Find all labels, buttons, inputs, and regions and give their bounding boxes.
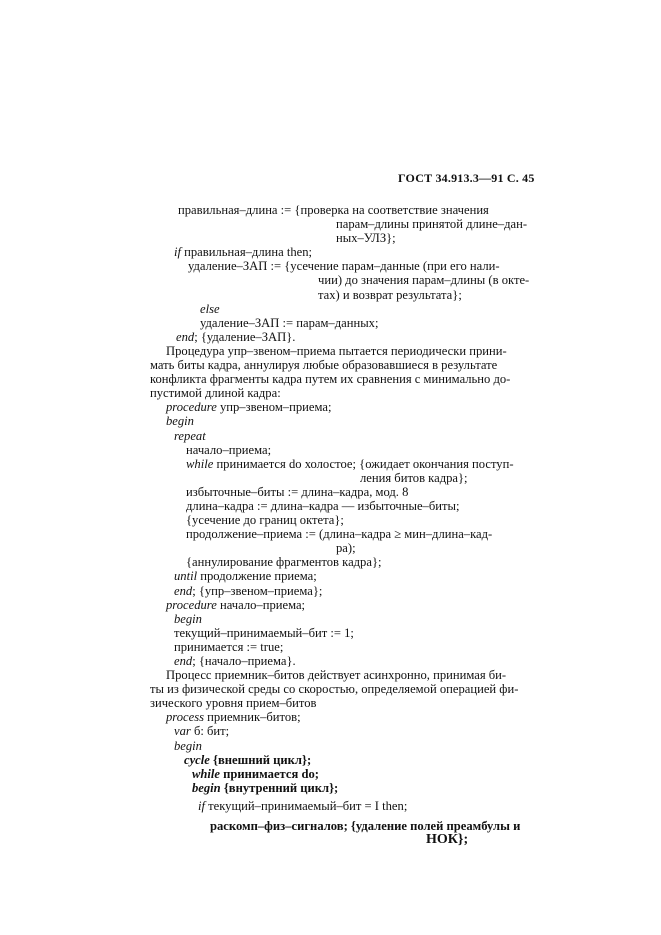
text-line bbox=[150, 569, 566, 583]
line-text: упр–звеном–приема; bbox=[216, 400, 332, 415]
text-line bbox=[150, 781, 566, 795]
text-line bbox=[150, 598, 566, 612]
text-line bbox=[150, 739, 566, 753]
line-text: избыточные–биты := длина–кадра, мод. 8 bbox=[186, 484, 409, 499]
line-text: правильная–длина then; bbox=[181, 245, 312, 260]
line-text: ; {упр–звеном–приема}; bbox=[192, 583, 323, 598]
line-text: ра); bbox=[336, 541, 356, 556]
keyword: begin bbox=[174, 738, 202, 753]
keyword: procedure bbox=[166, 400, 217, 415]
text-line bbox=[150, 513, 566, 527]
text-line bbox=[150, 372, 566, 386]
line-text: {аннулирование фрагментов кадра}; bbox=[186, 555, 382, 570]
keyword: end bbox=[174, 583, 193, 598]
text-line bbox=[150, 710, 566, 724]
text-line bbox=[150, 400, 566, 414]
line-text: ; {удаление–ЗАП}. bbox=[194, 329, 296, 344]
text-line bbox=[150, 358, 566, 372]
line-text: удаление–ЗАП := парам–данных; bbox=[200, 315, 379, 330]
text-line bbox=[150, 330, 566, 344]
text-line bbox=[150, 443, 566, 457]
text-line bbox=[150, 245, 566, 259]
line-text: б: бит; bbox=[190, 724, 230, 739]
line-text: приемник–битов; bbox=[204, 710, 301, 725]
line-text: начало–приема; bbox=[186, 442, 272, 457]
keyword: if bbox=[198, 798, 205, 813]
doc-number: ГОСТ 34.913.3—91 С. 45 bbox=[398, 171, 535, 185]
keyword: until bbox=[174, 569, 198, 584]
keyword: begin bbox=[166, 414, 194, 429]
text-line bbox=[150, 273, 566, 287]
text-line bbox=[150, 302, 566, 316]
keyword: begin bbox=[174, 611, 202, 626]
text-line bbox=[150, 217, 566, 231]
text-line bbox=[150, 696, 566, 710]
line-text: {внутренний цикл}; bbox=[220, 780, 339, 795]
line-text: чии) до значения парам–длины (в окте- bbox=[318, 273, 530, 288]
text-line bbox=[150, 626, 566, 640]
text-line bbox=[150, 541, 566, 555]
line-text: начало–приема; bbox=[216, 597, 306, 612]
text-line bbox=[150, 640, 566, 654]
text-line bbox=[150, 471, 566, 485]
line-text: пустимой длиной кадра: bbox=[150, 386, 281, 401]
text-line bbox=[150, 231, 566, 245]
line-text: ления битов кадра}; bbox=[360, 470, 468, 485]
text-line bbox=[150, 682, 566, 696]
line-text: тах) и возврат результата}; bbox=[318, 287, 462, 302]
keyword: while bbox=[186, 456, 214, 471]
keyword: end bbox=[176, 329, 195, 344]
line-text: Процедура упр–звеном–приема пытается периодически прини- bbox=[166, 343, 507, 358]
line-text: принимается := true; bbox=[174, 639, 284, 654]
text-line bbox=[150, 527, 566, 541]
text-line bbox=[150, 485, 566, 499]
line-text: текущий–принимаемый–бит = I then; bbox=[205, 798, 408, 813]
text-line bbox=[150, 344, 566, 358]
text-line bbox=[150, 724, 566, 738]
line-text: НОК}; bbox=[426, 832, 469, 848]
text-line bbox=[150, 654, 566, 668]
keyword: var bbox=[174, 724, 191, 739]
text-line bbox=[150, 429, 566, 443]
keyword: else bbox=[200, 301, 220, 316]
line-text: ; {начало–приема}. bbox=[192, 654, 296, 668]
line-text: конфликта фрагменты кадра путем их сравнения с минимально до- bbox=[150, 372, 511, 387]
page-header bbox=[398, 171, 568, 186]
text-line bbox=[150, 457, 566, 471]
line-text: Процесс приемник–битов действует асинхронно, принимая би- bbox=[166, 668, 507, 683]
text-line bbox=[150, 316, 566, 330]
keyword: process bbox=[166, 710, 205, 725]
line-text: длина–кадра := длина–кадра — избыточные–биты; bbox=[186, 498, 460, 513]
text-line bbox=[150, 833, 566, 847]
text-line bbox=[150, 414, 566, 428]
keyword: while bbox=[192, 766, 220, 781]
line-text: ты из физической среды со скоростью, определяемой операцией фи- bbox=[150, 682, 519, 697]
line-text: удаление–ЗАП := {усечение парам–данные (при его нали- bbox=[188, 259, 500, 274]
line-text: текущий–принимаемый–бит := 1; bbox=[174, 625, 354, 640]
text-line bbox=[150, 499, 566, 513]
text-line bbox=[150, 819, 566, 833]
line-text: принимается do; bbox=[220, 766, 319, 781]
line-text: ных–УЛЗ}; bbox=[336, 231, 396, 246]
page-body bbox=[150, 203, 566, 847]
keyword: begin bbox=[192, 780, 221, 795]
text-line bbox=[150, 584, 566, 598]
keyword: if bbox=[174, 245, 181, 260]
line-text: зического уровня прием–битов bbox=[150, 696, 317, 711]
line-text: {усечение до границ октета}; bbox=[186, 513, 344, 528]
line-text: мать биты кадра, аннулируя любые образовавшиеся в результате bbox=[150, 358, 498, 373]
keyword: cycle bbox=[184, 752, 210, 767]
text-line bbox=[150, 799, 566, 813]
line-text: парам–длины принятой длине–дан- bbox=[336, 217, 528, 232]
text-line bbox=[150, 668, 566, 682]
keyword: procedure bbox=[166, 597, 217, 612]
text-line bbox=[150, 555, 566, 569]
text-line bbox=[150, 203, 566, 217]
text-line bbox=[150, 259, 566, 273]
text-line bbox=[150, 767, 566, 781]
line-text: принимается do холостое; {ожидает окончания поступ- bbox=[213, 456, 514, 471]
text-line bbox=[150, 386, 566, 400]
line-text: раскомп–физ–сигналов; {удаление полей преамбулы и bbox=[210, 819, 521, 834]
keyword: end bbox=[174, 654, 193, 668]
text-line bbox=[150, 612, 566, 626]
line-text: правильная–длина := {проверка на соответствие значения bbox=[178, 203, 489, 217]
keyword: repeat bbox=[174, 428, 206, 443]
line-text: продолжение–приема := (длина–кадра ≥ мин–длина–кад- bbox=[186, 527, 493, 542]
text-line bbox=[150, 288, 566, 302]
line-text: {внешний цикл}; bbox=[209, 752, 312, 767]
line-text: продолжение приема; bbox=[197, 569, 317, 584]
text-line bbox=[150, 753, 566, 767]
